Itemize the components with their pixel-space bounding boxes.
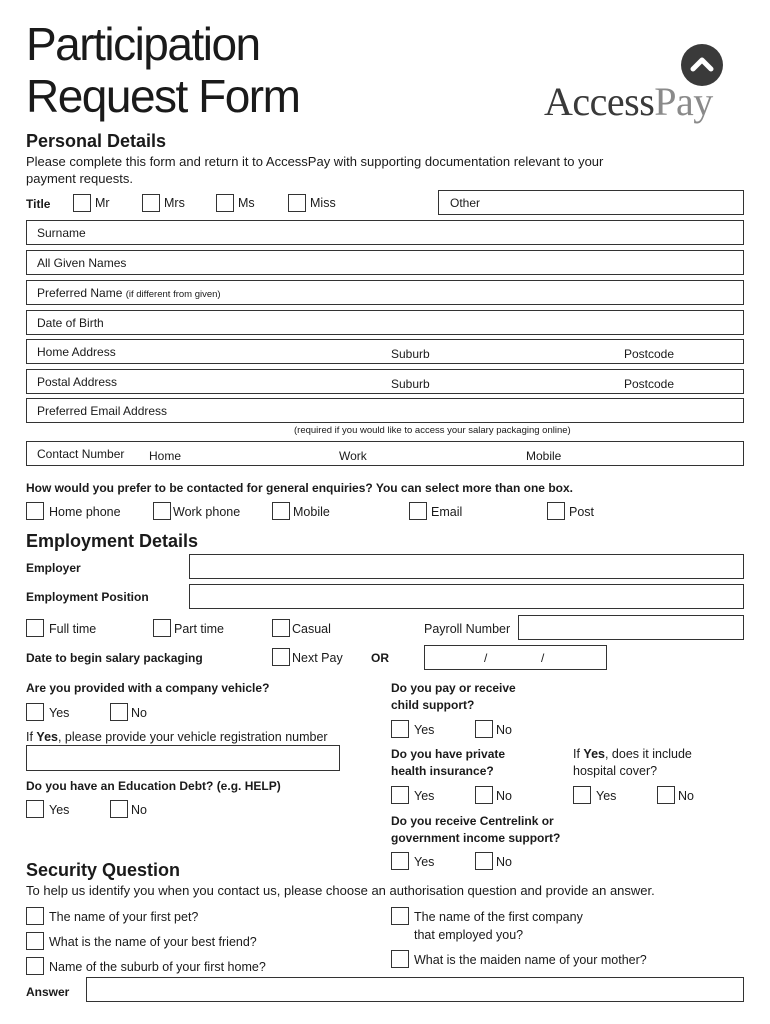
q-first-pet-label: The name of your first pet? (49, 910, 199, 924)
contact-number-label: Contact Number (37, 447, 125, 461)
pref-mobile-checkbox[interactable] (272, 502, 290, 520)
part-time-label: Part time (174, 622, 225, 636)
preferred-name-field[interactable] (26, 280, 744, 305)
begin-date-label: Date to begin salary packaging (26, 651, 203, 665)
personal-details-heading: Personal Details (26, 131, 167, 151)
pref-post-checkbox[interactable] (547, 502, 565, 520)
contact-number-field[interactable] (26, 441, 744, 466)
position-input[interactable] (189, 584, 744, 609)
vehicle-question: Are you provided with a company vehicle? (26, 681, 270, 695)
pref-email-checkbox[interactable] (409, 502, 427, 520)
hospital-yes-checkbox[interactable] (573, 786, 591, 804)
payroll-number-label: Payroll Number (424, 622, 511, 636)
home-address-label: Home Address (37, 345, 116, 359)
personal-intro-line1: Please complete this form and return it to AccessPay with supporting documentation relevant to your (26, 154, 604, 169)
pref-work-phone-label: Work phone (173, 505, 241, 519)
rego-instruction (26, 730, 328, 744)
q-company-checkbox[interactable] (391, 907, 409, 925)
postal-address-label: Postal Address (37, 375, 118, 389)
title-mrs-checkbox[interactable] (142, 194, 160, 212)
title-mr-checkbox[interactable] (73, 194, 91, 212)
casual-checkbox[interactable] (272, 619, 290, 637)
logo-access-text: Access (544, 79, 655, 124)
postal-suburb-label: Suburb (391, 377, 430, 391)
payroll-number-input[interactable] (518, 615, 744, 640)
surname-label: Surname (37, 226, 86, 240)
logo-wordmark (544, 78, 713, 125)
email-note: (required if you would like to access your salary packaging online) (294, 425, 571, 436)
date-separator-1: / (484, 651, 488, 665)
date-separator-2: / (541, 651, 545, 665)
pref-home-phone-checkbox[interactable] (26, 502, 44, 520)
rego-prefix: If (26, 730, 37, 744)
vehicle-no-label: No (131, 706, 147, 720)
postal-address-field[interactable] (26, 369, 744, 394)
home-suburb-label: Suburb (391, 347, 430, 361)
private-health-yes-label: Yes (414, 789, 435, 803)
child-support-yes-label: Yes (414, 723, 435, 737)
edu-debt-no-label: No (131, 803, 147, 817)
rego-input[interactable] (26, 745, 340, 771)
q-first-pet-checkbox[interactable] (26, 907, 44, 925)
dob-field[interactable] (26, 310, 744, 335)
security-intro: To help us identify you when you contact us, please choose an authorisation question and provide an answer. (26, 883, 655, 898)
centrelink-yes-label: Yes (414, 855, 435, 869)
vehicle-yes-label: Yes (49, 706, 70, 720)
vehicle-no-checkbox[interactable] (110, 703, 128, 721)
private-health-no-label: No (496, 789, 512, 803)
page-title-line1: Participation (26, 18, 260, 70)
contact-work-label: Work (339, 449, 367, 463)
answer-input[interactable] (86, 977, 744, 1002)
centrelink-question-line2: government income support? (391, 831, 561, 845)
given-names-field[interactable] (26, 250, 744, 275)
centrelink-question-line1: Do you receive Centrelink or (391, 814, 554, 828)
q-suburb-label: Name of the suburb of your first home? (49, 960, 266, 974)
pref-work-phone-checkbox[interactable] (153, 502, 171, 520)
child-support-yes-checkbox[interactable] (391, 720, 409, 738)
pref-email-label: Email (431, 505, 463, 519)
hospital-question-line1 (573, 747, 692, 761)
contact-home-label: Home (149, 449, 182, 463)
centrelink-no-label: No (496, 855, 512, 869)
child-support-question-line2: child support? (391, 698, 475, 712)
preferred-name-note: (if different from given) (125, 289, 221, 300)
postal-postcode-label: Postcode (624, 377, 675, 391)
title-miss-checkbox[interactable] (288, 194, 306, 212)
q-company-label-line1: The name of the first company (414, 910, 583, 924)
home-postcode-label: Postcode (624, 347, 675, 361)
rego-suffix: , please provide your vehicle registration number (57, 730, 328, 744)
hospital-question-line2: hospital cover? (573, 764, 658, 778)
security-question-heading: Security Question (26, 860, 181, 880)
logo-pay-text: Pay (654, 79, 713, 124)
hospital-bold: Yes (583, 747, 605, 761)
surname-field[interactable] (26, 220, 744, 245)
title-other-label: Other (450, 196, 481, 210)
q-company-label-line2: that employed you? (414, 928, 524, 942)
private-health-question-line2: health insurance? (391, 764, 494, 778)
pref-home-phone-label: Home phone (49, 505, 121, 519)
or-label: OR (371, 651, 389, 665)
title-mr-label: Mr (95, 196, 110, 210)
title-ms-label: Ms (238, 196, 255, 210)
child-support-no-checkbox[interactable] (475, 720, 493, 738)
edu-debt-yes-checkbox[interactable] (26, 800, 44, 818)
pref-post-label: Post (569, 505, 595, 519)
q-best-friend-label: What is the name of your best friend? (49, 935, 257, 949)
preferred-name-text: Preferred Name (37, 286, 123, 300)
child-support-no-label: No (496, 723, 512, 737)
centrelink-no-checkbox[interactable] (475, 852, 493, 870)
centrelink-yes-checkbox[interactable] (391, 852, 409, 870)
email-label: Preferred Email Address (37, 404, 168, 418)
given-names-label: All Given Names (37, 256, 127, 270)
full-time-checkbox[interactable] (26, 619, 44, 637)
vehicle-yes-checkbox[interactable] (26, 703, 44, 721)
begin-date-input[interactable] (424, 645, 607, 670)
title-mrs-label: Mrs (164, 196, 185, 210)
hospital-yes-label: Yes (596, 789, 617, 803)
hospital-prefix: If (573, 747, 584, 761)
q-mother-checkbox[interactable] (391, 950, 409, 968)
dob-label: Date of Birth (37, 316, 104, 330)
title-other-field[interactable] (438, 190, 744, 215)
contact-pref-question: How would you prefer to be contacted for general enquiries? You can select more than one box. (26, 481, 573, 495)
hospital-no-label: No (678, 789, 694, 803)
hospital-no-checkbox[interactable] (657, 786, 675, 804)
edu-debt-no-checkbox[interactable] (110, 800, 128, 818)
position-label: Employment Position (26, 590, 149, 604)
rego-bold: Yes (36, 730, 58, 744)
contact-mobile-label: Mobile (526, 449, 562, 463)
pref-mobile-label: Mobile (293, 505, 330, 519)
part-time-checkbox[interactable] (153, 619, 171, 637)
private-health-yes-checkbox[interactable] (391, 786, 409, 804)
home-address-field[interactable] (26, 339, 744, 364)
employer-label: Employer (26, 561, 81, 575)
q-best-friend-checkbox[interactable] (26, 932, 44, 950)
email-field[interactable] (26, 398, 744, 423)
title-label: Title (26, 197, 51, 211)
private-health-no-checkbox[interactable] (475, 786, 493, 804)
edu-debt-question: Do you have an Education Debt? (e.g. HELP) (26, 779, 281, 793)
q-mother-label: What is the maiden name of your mother? (414, 953, 647, 967)
title-ms-checkbox[interactable] (216, 194, 234, 212)
personal-intro-line2: payment requests. (26, 171, 133, 186)
page-title-line2: Request Form (26, 70, 300, 122)
employment-details-heading: Employment Details (26, 531, 199, 551)
q-suburb-checkbox[interactable] (26, 957, 44, 975)
casual-label: Casual (292, 622, 331, 636)
full-time-label: Full time (49, 622, 97, 636)
answer-label: Answer (26, 985, 70, 999)
next-pay-checkbox[interactable] (272, 648, 290, 666)
employer-input[interactable] (189, 554, 744, 579)
child-support-question-line1: Do you pay or receive (391, 681, 516, 695)
title-miss-label: Miss (310, 196, 336, 210)
preferred-name-label (37, 286, 221, 300)
private-health-question-line1: Do you have private (391, 747, 506, 761)
hospital-suffix: , does it include (604, 747, 692, 761)
edu-debt-yes-label: Yes (49, 803, 70, 817)
next-pay-label: Next Pay (292, 651, 343, 665)
